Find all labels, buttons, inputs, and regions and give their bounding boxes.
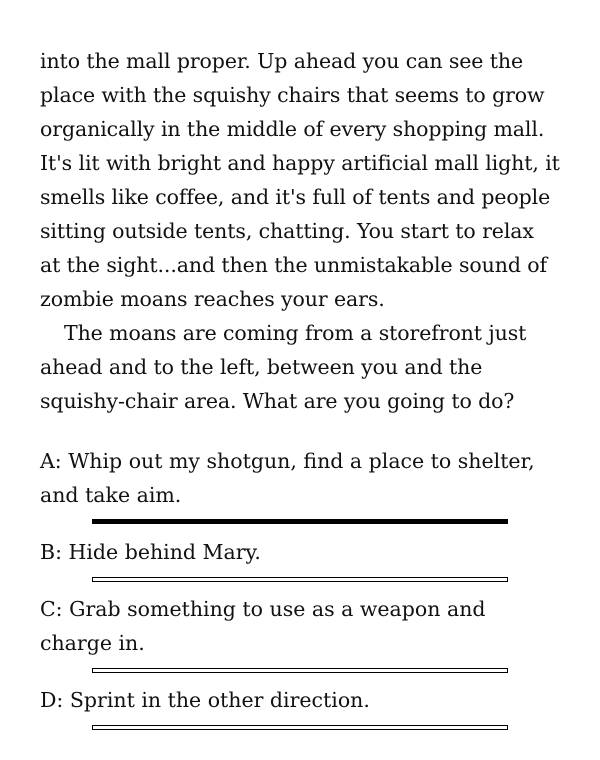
choice-option-d[interactable]	[40, 683, 560, 730]
choice-option-c[interactable]	[40, 592, 560, 673]
choice-label[interactable]: C: Grab something to use as a weapon and charge in.	[40, 597, 486, 655]
choice-label[interactable]: A: Whip out my shotgun, find a place to shelter, and take aim.	[40, 449, 535, 507]
vote-bar	[92, 725, 508, 730]
story-paragraph: into the mall proper. Up ahead you can see the place with the squishy chairs that seems to grow organically in the middle of every shopping mall. It's lit with bright and happy artificial mall light, it smells like coffee, and it's full of tents and people sitting outside tents, chatting. You start to relax at the sight...and then the unmistakable sound of zombie moans reaches your ears.	[40, 49, 560, 311]
choice-option-a[interactable]	[40, 444, 560, 524]
vote-bar	[92, 519, 508, 524]
story-page	[40, 44, 560, 740]
choice-option-b[interactable]	[40, 535, 560, 582]
choice-list	[40, 444, 560, 730]
vote-bar	[92, 668, 508, 673]
vote-bar	[92, 577, 508, 582]
choice-label[interactable]: D: Sprint in the other direction.	[40, 688, 370, 712]
choice-label[interactable]: B: Hide behind Mary.	[40, 540, 261, 564]
story-paragraph: The moans are coming from a storefront just ahead and to the left, between you and the squishy-chair area. What are you going to do?	[40, 321, 527, 413]
